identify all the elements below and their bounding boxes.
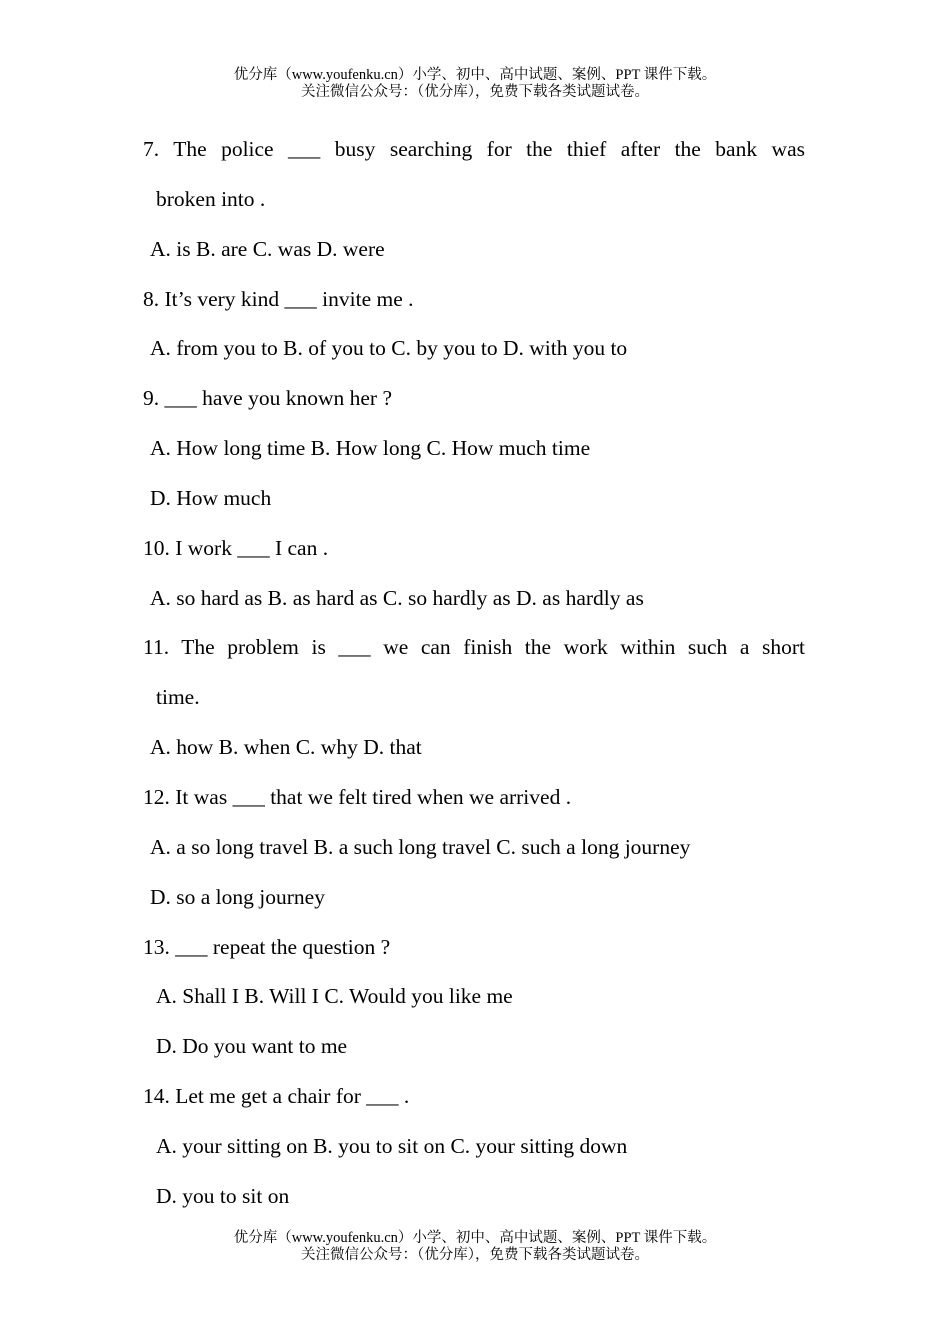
footer-line-2: 关注微信公众号：（优分库），免费下载各类试题试卷。 [301, 1247, 649, 1263]
question-13-options: A. Shall I B. Will I C. Would you like me [156, 984, 513, 1009]
question-7-stem: 7. The police ___ busy searching for the thief after the bank was [143, 137, 805, 161]
question-7-stem-cont: broken into . [156, 186, 266, 211]
footer-line-1: 优分库（www.youfenku.cn）小学、初中、高中试题、案例、PPT 课件下载。 [233, 1230, 717, 1246]
header-line-2: 关注微信公众号：（优分库），免费下载各类试题试卷。 [301, 84, 649, 100]
question-12-stem: 12. It was ___ that we felt tired when we arrived . [143, 784, 572, 809]
question-11-options: A. how B. when C. why D. that [150, 735, 422, 760]
question-13-stem: 13. ___ repeat the question ? [143, 934, 391, 959]
question-12-options-cont: D. so a long journey [150, 884, 325, 909]
page-header [0, 67, 950, 101]
question-14-options-cont: D. you to sit on [156, 1183, 290, 1208]
question-10-options: A. so hard as B. as hard as C. so hardly as D. as hardly as [150, 585, 644, 610]
question-8-stem: 8. It’s very kind ___ invite me . [143, 286, 414, 311]
question-9-options-cont: D. How much [150, 485, 272, 510]
question-11-stem: 11. The problem is ___ we can finish the work within such a short [143, 635, 805, 660]
question-14-options: A. your sitting on B. you to sit on C. your sitting down [156, 1133, 628, 1158]
question-7-options: A. is B. are C. was D. were [150, 236, 385, 261]
question-list [143, 125, 805, 1222]
question-9-options: A. How long time B. How long C. How much time [150, 436, 591, 461]
question-10-stem: 10. I work ___ I can . [143, 535, 329, 560]
question-14-stem: 14. Let me get a chair for ___ . [143, 1084, 410, 1109]
header-line-1: 优分库（www.youfenku.cn）小学、初中、高中试题、案例、PPT 课件下载。 [233, 67, 717, 83]
question-8-options: A. from you to B. of you to C. by you to D. with you to [150, 336, 628, 361]
question-11-stem-cont: time. [156, 685, 200, 710]
question-9-stem: 9. ___ have you known her ? [143, 386, 392, 411]
question-12-options: A. a so long travel B. a such long travel C. such a long journey [150, 834, 691, 859]
question-13-options-cont: D. Do you want to me [156, 1034, 348, 1059]
page-footer [0, 1230, 950, 1264]
